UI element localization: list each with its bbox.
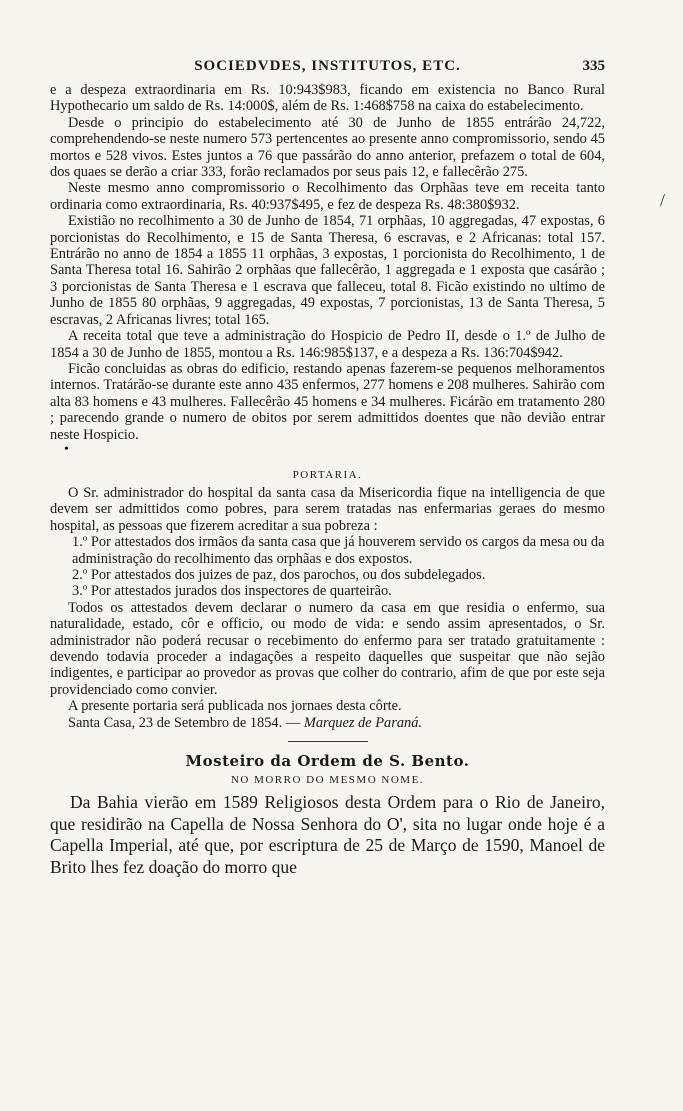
- paragraph-balance: e a despeza extraordinaria em Rs. 10:943$983, ficando em existencia no Banco Rural Hypothecario um saldo de Rs. 14:000$, além de Rs. 1:468$758 na caixa do estabelecimento.: [50, 82, 605, 115]
- portaria-intro: O Sr. administrador do hospital da santa casa da Misericordia fique na intelligencia de que devem ser admittidos como pobres, para serem tratadas nas enfermarias geraes do mesmo hospital, as pessoas que fizerem acreditar a sua pobreza :: [50, 484, 605, 534]
- paragraph-orphans-census: Existião no recolhimento a 30 de Junho de 1854, 71 orphãas, 10 aggregadas, 47 expostas, 6 porcionistas do Recolhimento, e 15 de Santa Theresa, 6 escravas, e 2 Africanas: total 157. Entrárão no anno de 1854 a 1855 11 orphãas, 3 expostas, 1 porcionista do Recolhimento, 1 de Santa Theresa total 16. Sahirão 2 orphãas que fallecêrão, 1 aggregada e 1 exposta que casárão ; 3 porcionistas de Santa Theresa e 1 escrava que falleceu, total 8. Ficão existindo no ultimo de Junho de 1855 80 orphãas, 9 aggregadas, 49 expostas, 7 porcionistas, 13 de Santa Theresa, 5 escravas, 2 Africanas livres; total 165.: [50, 213, 605, 328]
- portaria-item: 1.º Por attestados dos irmãos da santa casa que já houverem servido os cargos da mesa ou da administração do recolhimento das orphãas e dos expostos.: [72, 534, 605, 567]
- portaria-attestations: Todos os attestados devem declarar o numero da casa em que residia o enfermo, sua naturalidade, estado, côr e officio, ou modo de vida: e sendo assim apresentados, o Sr. administrador não poderá recusar o recebimento do enfermo para ser tratado gratuitamente : devendo todavia proceder a indagações a respeito daquelles que suspeitar que não sejão indigentes, e participar ao provedor as provas que colher do contrario, afim de que por este seja providenciado como convier.: [50, 599, 605, 698]
- signature-place-date: Santa Casa, 23 de Setembro de 1854. —: [68, 714, 301, 731]
- portaria-publication: A presente portaria será publicada nos jornaes desta côrte.: [68, 698, 402, 715]
- mosteiro-heading: Mosteiro da Ordem de S. Bento.: [185, 752, 470, 771]
- paragraph-exposed-children: Desde o principio do estabelecimento até 30 de Junho de 1855 entrárão 24,722, comprehendendo-se neste numero 573 pertencentes ao presente anno compromissorio, sendo 45 mortos e 528 vivos. Estes juntos a 76 que passárão do anno anterior, prefazem o total de 604, dos quaes se derão a criar 333, forão reclamados por seus pais 12, e fallecêrão 275.: [50, 114, 605, 181]
- paragraph-orphans-receipts: Neste mesmo anno compromissorio o Recolhimento das Orphãas teve em receita tanto ordinaria como extraordinaria, Rs. 40:937$495, e fez de despeza Rs. 48:380$932.: [50, 180, 605, 213]
- paragraph-hospice-works: Ficão concluidas as obras do edificio, restando apenas fazerem-se pequenos melhoramentos internos. Tratárão-se durante este anno 435 enfermos, 277 homens e 208 mulheres. Sahirão com alta 83 homens e 43 mulheres. Fallecêrão 45 homens e 34 mulheres. Ficárão em tratamento 280 ; parecendo grande o numero de obitos por serem admittidos doentes que não devião entrar neste Hospicio.: [50, 360, 605, 443]
- portaria-heading: PORTARIA.: [292, 468, 363, 481]
- page-number: 335: [582, 58, 605, 74]
- portaria-signature: [50, 715, 605, 731]
- ornament-dot: •: [64, 441, 69, 457]
- portaria-item: 2.º Por attestados dos juizes de paz, dos parochos, ou dos subdelegados.: [72, 566, 486, 583]
- section-divider: [288, 741, 368, 742]
- mosteiro-paragraph: Da Bahia vierão em 1589 Religiosos desta Ordem para o Rio de Janeiro, que residirão na Capella de Nossa Senhora do O', sita no lugar onde hoje é a Capella Imperial, até que, por escriptura de 25 de Março de 1590, Manoel de Brito lhes fez doação do morro que: [50, 792, 605, 877]
- margin-stroke-mark: /: [660, 190, 666, 210]
- running-head: [50, 58, 605, 80]
- paragraph-hospice-receipts: A receita total que teve a administração do Hospicio de Pedro II, desde o 1.º de Julho de 1854 a 30 de Junho de 1855, montou a Rs. 146:985$137, e a despeza a Rs. 136:704$942.: [50, 328, 605, 361]
- portaria-item: 3.º Por attestados jurados dos inspectores de quarteirão.: [72, 583, 392, 600]
- signature-name: Marquez de Paraná.: [303, 714, 423, 731]
- running-title: SOCIEDVDES, INSTITUTOS, ETC.: [194, 58, 461, 74]
- mosteiro-subheading: NO MORRO DO MESMO NOME.: [230, 774, 425, 787]
